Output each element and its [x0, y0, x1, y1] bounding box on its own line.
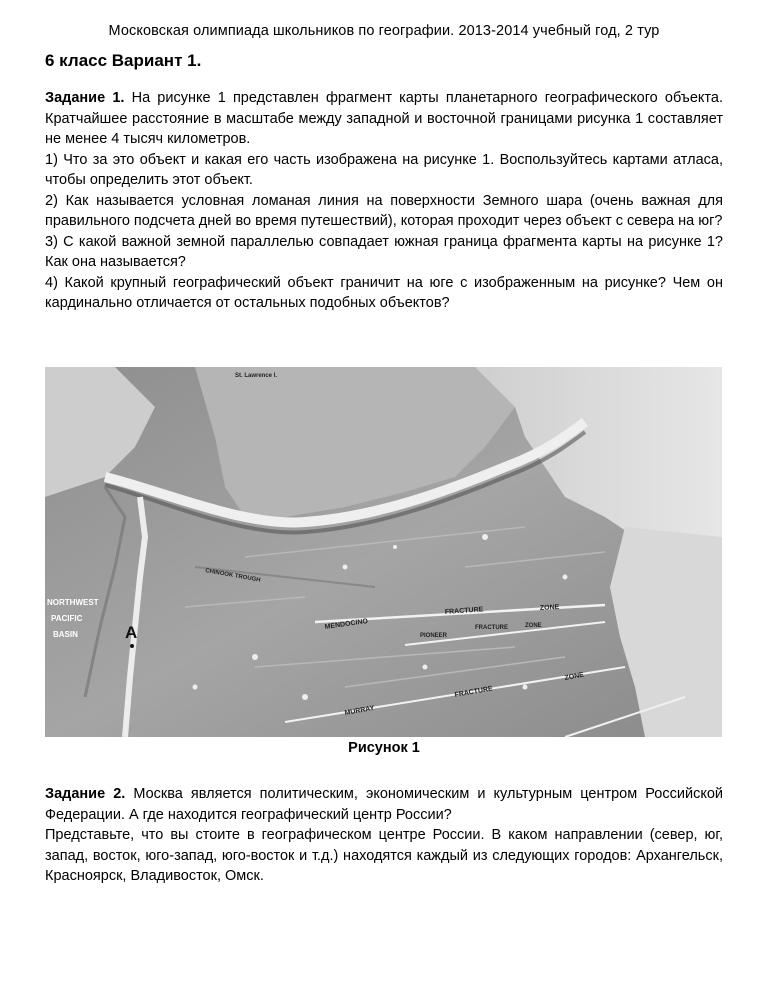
task-1-intro [45, 88, 723, 150]
label-northwest: NORTHWEST [47, 598, 99, 607]
label-fracture-3: FRACTURE [454, 685, 494, 699]
label-zone-3: ZONE [564, 671, 585, 682]
map-marker-a: A [125, 623, 138, 642]
label-fracture-2: FRACTURE [475, 625, 508, 631]
label-mendocino: MENDOCINO [324, 617, 369, 631]
task-1-question-3: 3) С какой важной земной параллелью совпадает южная граница фрагмента карты на рисунке 1? Как она называется? [45, 233, 723, 270]
label-fracture-1: FRACTURE [444, 606, 484, 616]
figure-caption: Рисунок 1 [348, 740, 420, 756]
map-relief [45, 367, 722, 737]
task-2-paragraph-2: Представьте, что вы стоите в географическом центре России. В каком направлении (север, юг, запад, восток, юго-запад, юго-восток и т.д.) находятся каждый из следующих городов: Архангельск, Красноярск, Владивосток, Омск. [45, 827, 723, 884]
label-pioneer: PIONEER [420, 633, 448, 639]
task-1-intro-text: На рисунке 1 представлен фрагмент карты планетарного географического объекта. Кратчайшее расстояние в масштабе между западной и восточной границами рисунка 1 составляет не менее 4 тысяч километров. [45, 90, 723, 147]
task-2-intro-text: Москва является политическим, экономическим и культурным центром Российской Федерации. А где находится географический центр России? [45, 786, 723, 823]
task-1 [45, 88, 723, 314]
variant-title: 6 класс Вариант 1. [45, 51, 202, 70]
label-pacific: PACIFIC [51, 614, 83, 623]
label-murray: MURRAY [344, 704, 375, 717]
label-st-lawrence: St. Lawrence I. [235, 373, 278, 379]
task-1-question-4: 4) Какой крупный географический объект граничит на юге с изображенным на рисунке? Чем он кардинально отличается от остальных подобных объектов? [45, 274, 723, 311]
ocean-floor-map [45, 367, 722, 737]
label-chinook: CHINOOK TROUGH [204, 568, 261, 584]
marker-a-point [130, 644, 134, 648]
task-2-label: Задание 2. [45, 786, 126, 802]
task-1-question-2: 2) Как называется условная ломаная линия на поверхности Земного шара (очень важная для правильного подсчета дней во время путешествий), которая проходит через объект с севера на юг? [45, 192, 723, 229]
document-header: Московская олимпиада школьников по географии. 2013-2014 учебный год, 2 тур [108, 23, 660, 39]
label-basin: BASIN [53, 630, 78, 639]
task-2 [45, 784, 723, 887]
task-1-label: Задание 1. [45, 90, 125, 106]
task-2-paragraph-1 [45, 784, 723, 825]
label-zone-1: ZONE [539, 603, 560, 612]
label-zone-2: ZONE [525, 623, 542, 629]
task-1-question-1: 1) Что за это объект и какая его часть изображена на рисунке 1. Воспользуйтесь картами атласа, чтобы определить этот объект. [45, 151, 723, 188]
